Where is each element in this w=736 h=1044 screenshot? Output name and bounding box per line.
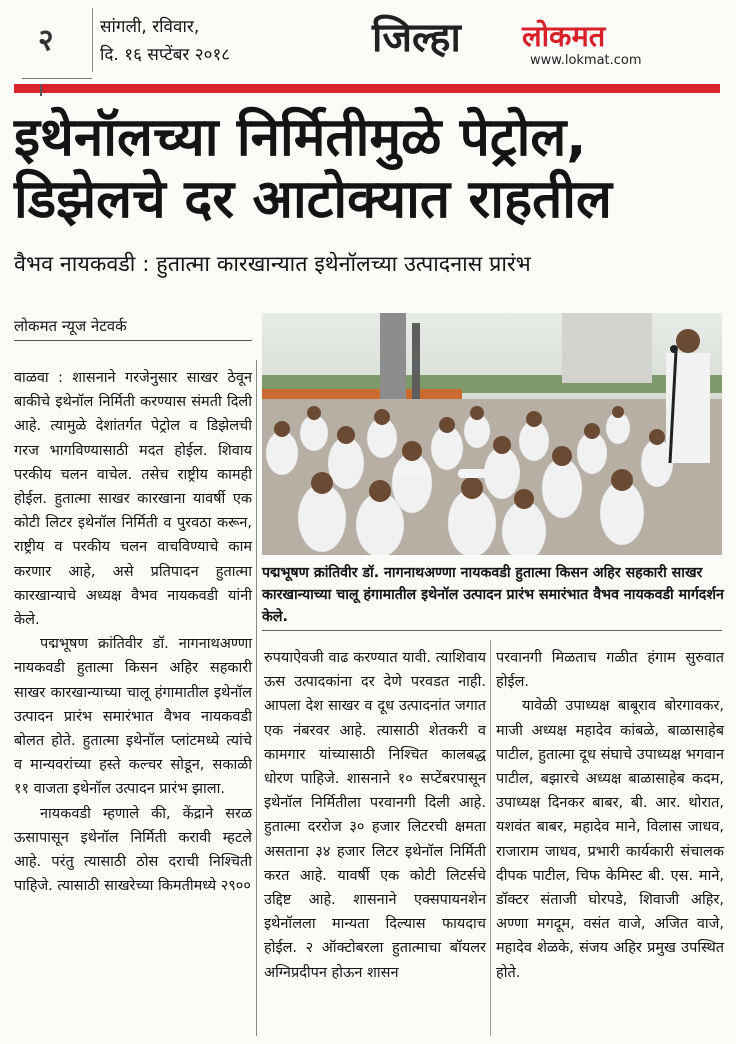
section-title: जिल्हा [372, 14, 461, 61]
paragraph: रुपयाऐवजी वाढ करण्यात यावी. त्याशिवाय ऊस उत्पादकांना दर देणे परवडत नाही. आपला देश साखर व दूध उत्पादनांत जगात एक नंबरवर आहे. त्यासाठी शेतकरी व कामगार यांच्यासाठी निश्चित कालबद्ध धोरण पाहिजे. शासनाने १० सप्टेंबरपासून इथेनॉल निर्मितीला परवानगी दिली आहे. हुतात्मा दररोज ३० हजार लिटरची क्षमता असताना ३४ हजार लिटर इथेनॉल निर्मिती करत आहे. यावर्षी एक कोटी लिटर्सचे उद्दिष्ट आहे. शासनाने एक्सपायनशेन इथेनॉलला मान्यता दिल्यास फायदाच होईल. २ ऑक्टोबरला हुतात्माचा बॉयलर अग्निप्रदीपन होऊन शासन [264, 650, 486, 981]
byline-rule [14, 340, 252, 341]
column-separator [256, 360, 257, 1036]
rule-mark [40, 84, 42, 96]
event-photo-image [262, 313, 722, 555]
brand-url: www.lokmat.com [530, 53, 642, 68]
paragraph: परवानगी मिळताच गळीत हंगाम सुरुवात होईल. [496, 650, 724, 691]
article-column-3 [496, 646, 724, 985]
byline: लोकमत न्यूज नेटवर्क [14, 317, 127, 335]
brand-logo: लोकमत [522, 19, 606, 53]
margin-ticks [22, 62, 92, 79]
subheadline: वैभव नायकवडी : हुतात्मा कारखान्यात इथेनॉलच्या उत्पादनास प्रारंभ [14, 252, 531, 277]
article-column-2 [264, 646, 486, 985]
headline-line-2: डिझेलचे दर आटोक्यात राहतील [14, 169, 612, 230]
caption-rule [262, 630, 722, 631]
paragraph: पद्मभूषण क्रांतिवीर डॉ. नागनाथअण्णा नायकवडी हुतात्मा किसन अहिर सहकारी साखर कारखान्याच्या चालू हंगामातील इथेनॉल उत्पादन प्रारंभ समारंभात वैभव नायकवडी बोलत होते. हुतात्मा इथेनॉल प्लांटमध्ये त्यांचे व मान्यवरांच्या हस्ते कल्चर सोडून, सकाळी ११ वाजता इथेनॉल उत्पादन प्रारंभ झाला. [14, 636, 252, 798]
paragraph: वाळवा : शासनाने गरजेनुसार साखर ठेवून बाकीचे इथेनॉल निर्मिती करण्यास संमती दिली आहे. त्यामुळे देशांतर्गत पेट्रोल व डिझेलची गरज भागविण्यासाठी मदत होईल. शिवाय परकीय चलन वाचेल. तसेच राष्ट्रीय कामही होईल. हुतात्मा साखर कारखाना यावर्षी एक कोटी लिटर इथेनॉल निर्मिती व पुरवठा करून, राष्ट्रीय व परकीय चलन वाचविण्याचे काम करणार आहे, असे प्रतिपादन हुतात्मा कारखान्याचे अध्यक्ष वैभव नायकवडी यांनी केले. [14, 370, 252, 629]
page-number: २ [38, 23, 54, 58]
event-photo [262, 313, 722, 555]
paragraph: नायकवडी म्हणाले की, केंद्राने सरळ ऊसापासून इथेनॉल निर्मिती करावी म्हटले आहे. परंतु त्यासाठी ठोस दराची निश्चिती पाहिजे. त्यासाठी साखरेच्या किमतीमध्ये २९०० [14, 805, 252, 895]
headline-line-1: इथेनॉलच्या निर्मितीमुळे पेट्रोल, [14, 107, 587, 168]
photo-caption: पद्मभूषण क्रांतिवीर डॉ. नागनाथअण्णा नायकवडी हुतात्मा किसन अहिर सहकारी साखर कारखान्याच्या चालू हंगामातील इथेनॉल उत्पादन प्रारंभ समारंभात वैभव नायकवडी मार्गदर्शन केले. [262, 565, 724, 625]
dateline-city-day: सांगली, रविवार, [100, 17, 200, 37]
column-separator [490, 640, 491, 1036]
paragraph: यावेळी उपाध्यक्ष बाबूराव बोरगावकर, माजी अध्यक्ष महादेव कांबळे, बाळासाहेब पाटील, हुतात्मा दूध संघाचे उपाध्यक्ष भगवान पाटील, बझारचे अध्यक्ष बाळासाहेब कदम, उपाध्यक्ष दिनकर बाबर, बी. आर. थोरात, यशवंत बाबर, महादेव माने, विलास जाधव, राजाराम जाधव, प्रभारी कार्यकारी संचालक दीपक पाटील, चिफ केमिस्ट बी. एस. माने, डॉक्टर संताजी घोरपडे, शिवाजी अहिर, अण्णा मगदूम, वसंत वाजे, अजित वाजे, महादेव शेळके, संजय अहिर प्रमुख उपस्थित होते. [496, 698, 724, 981]
article-column-1 [14, 366, 252, 898]
dateline-date: दि. १६ सप्टेंबर २०१८ [100, 45, 231, 65]
masthead-rule [14, 84, 720, 93]
